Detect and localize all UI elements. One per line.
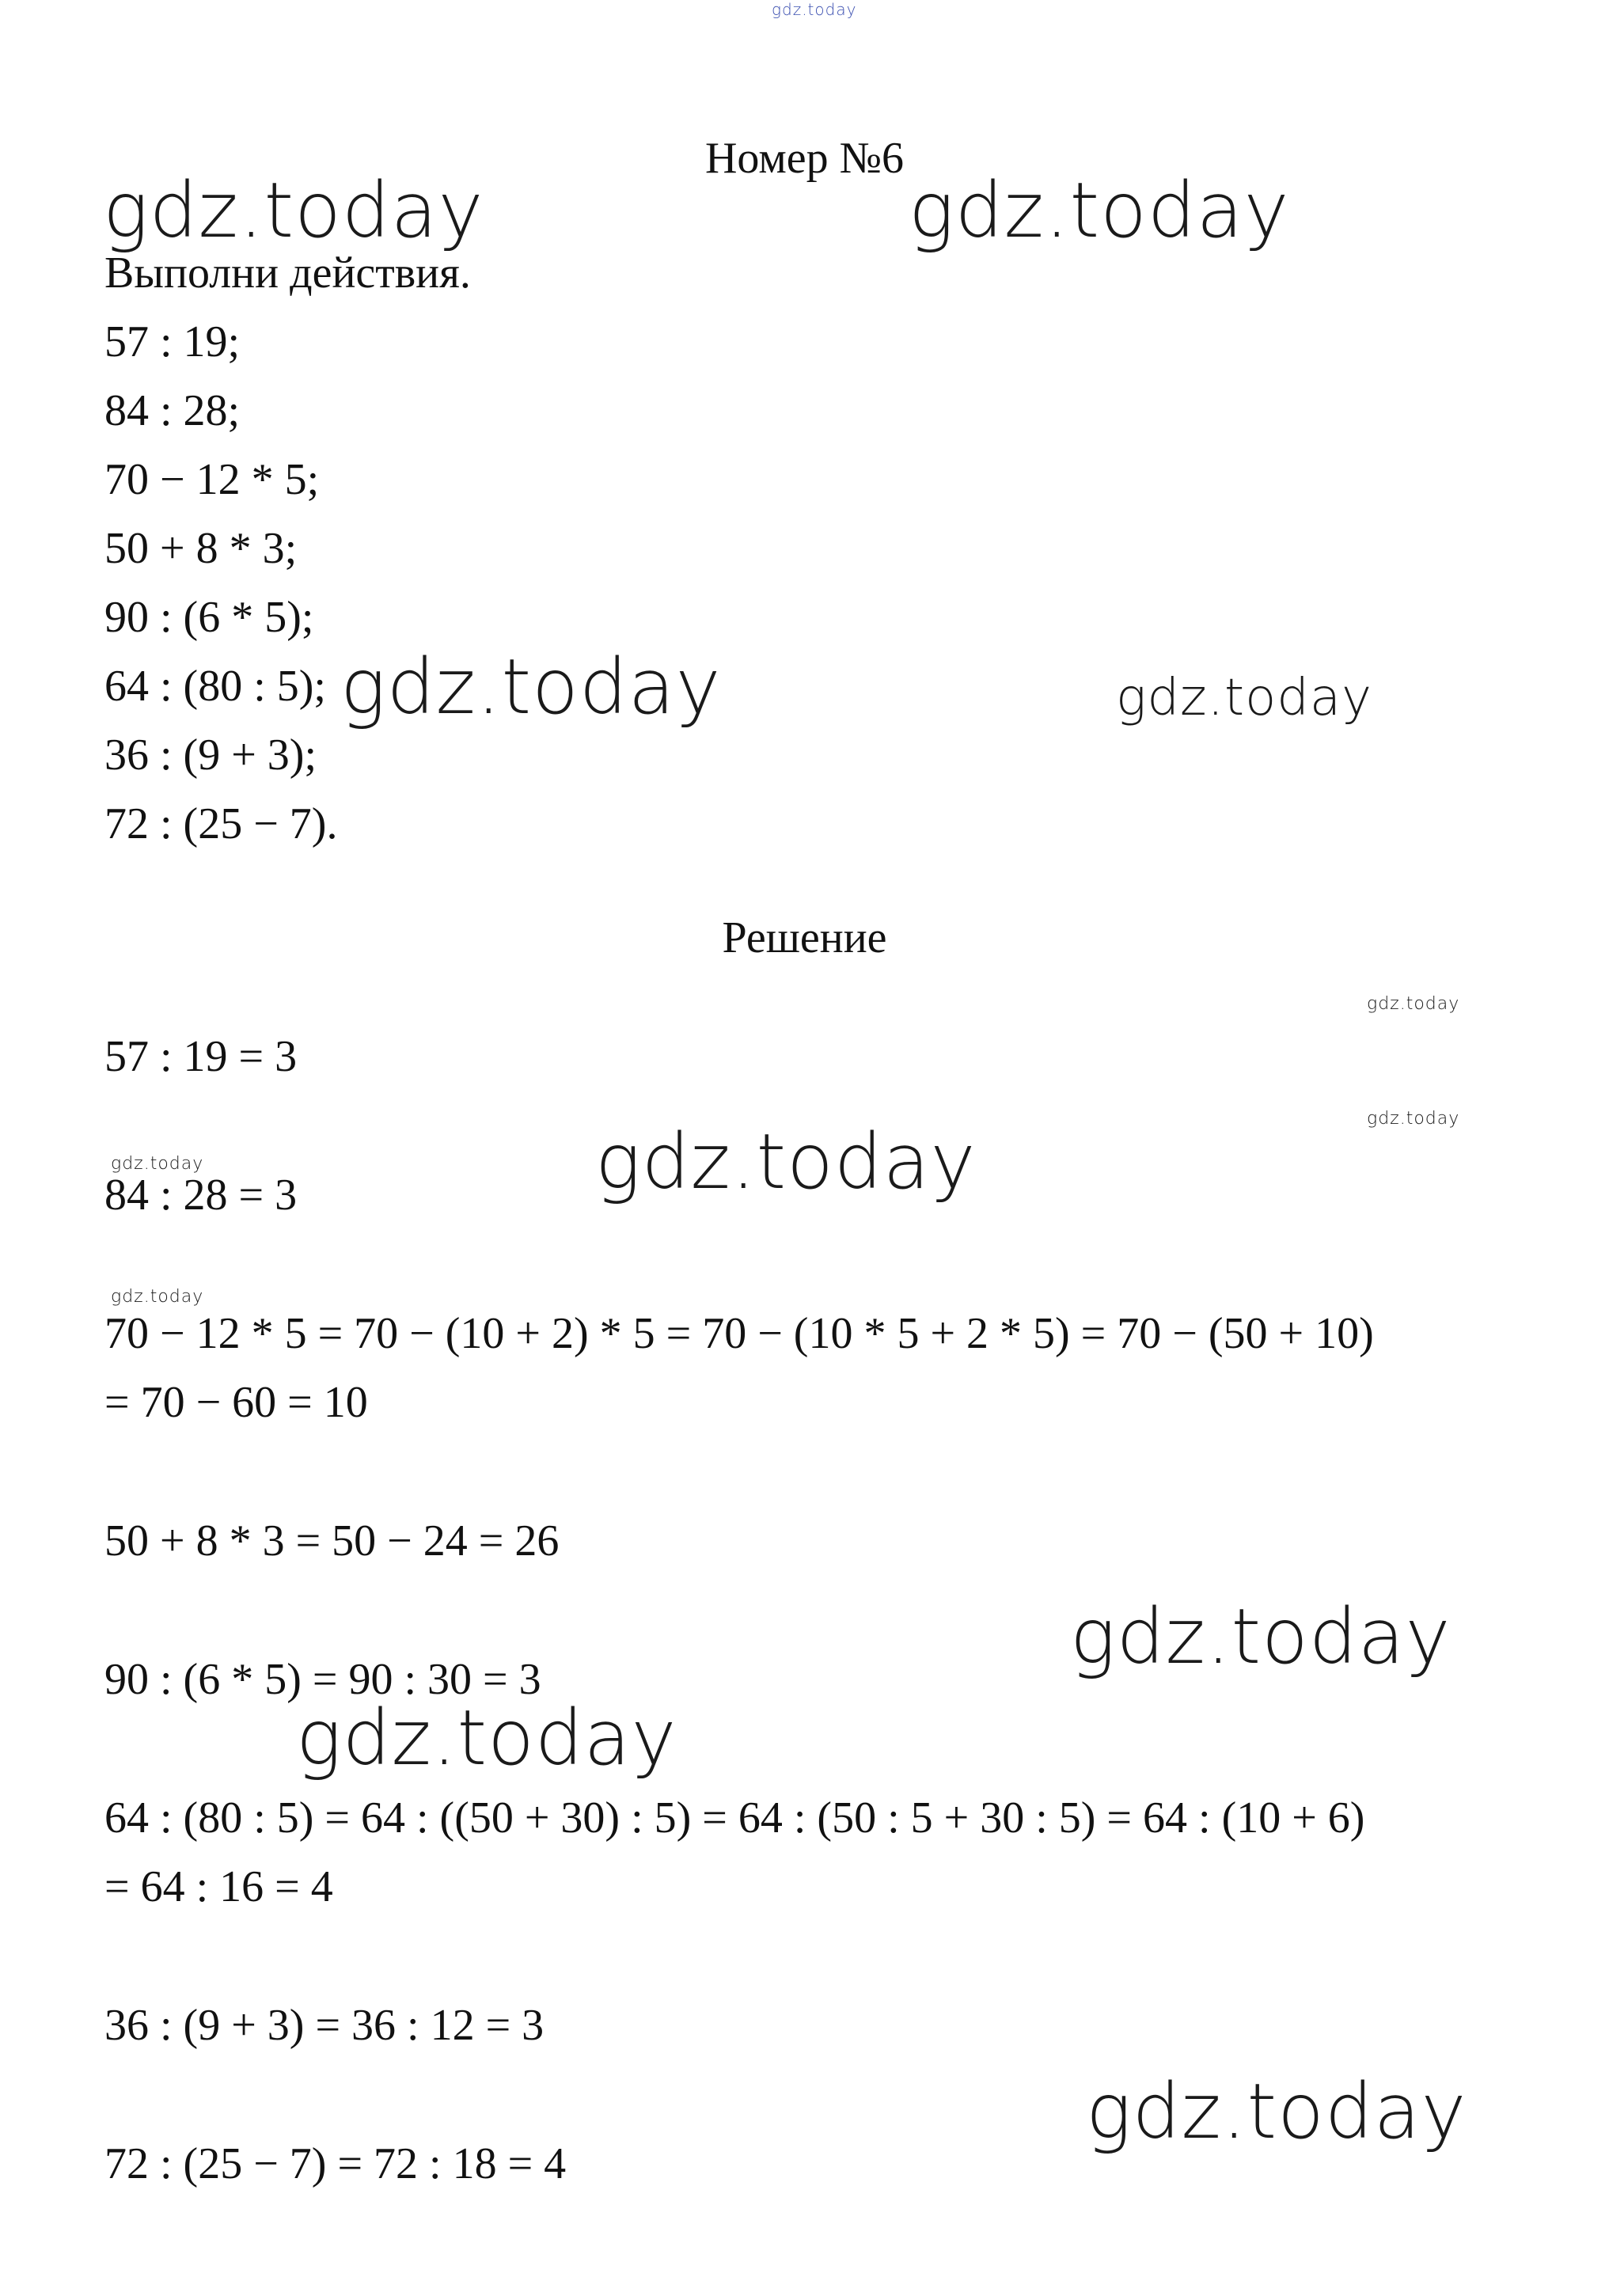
task-item: 57 : 19; (104, 317, 241, 366)
solution-line: 36 : (9 + 3) = 36 : 12 = 3 (104, 2001, 545, 2050)
task-item: 90 : (6 * 5); (104, 593, 314, 642)
task-item: 84 : 28; (104, 386, 241, 435)
watermark: gdz.today (1086, 2067, 1467, 2156)
watermark: gdz.today (1367, 994, 1460, 1014)
watermark: gdz.today (103, 166, 484, 255)
watermark: gdz.today (296, 1694, 677, 1782)
task-item: 64 : (80 : 5); (104, 662, 326, 711)
solution-line: = 64 : 16 = 4 (104, 1862, 333, 1911)
solution-line: 72 : (25 − 7) = 72 : 18 = 4 (104, 2139, 567, 2188)
solution-line: 64 : (80 : 5) = 64 : ((50 + 30) : 5) = 64 : (50 : 5 + 30 : 5) = 64 : (10 + 6) (104, 1793, 1365, 1842)
watermark: gdz.today (909, 166, 1290, 255)
solution-line: 90 : (6 * 5) = 90 : 30 = 3 (104, 1655, 541, 1704)
watermark: gdz.today (772, 0, 857, 19)
watermark: gdz.today (111, 1287, 204, 1307)
watermark: gdz.today (1367, 1109, 1460, 1129)
solution-line: 84 : 28 = 3 (104, 1171, 298, 1220)
solution-line: 50 + 8 * 3 = 50 − 24 = 26 (104, 1516, 560, 1565)
solution-heading: Решение (722, 913, 887, 962)
task-item: 36 : (9 + 3); (104, 731, 317, 780)
watermark: gdz.today (111, 1154, 204, 1174)
watermark: gdz.today (340, 643, 722, 731)
solution-line: 57 : 19 = 3 (104, 1032, 298, 1081)
task-item: 72 : (25 − 7). (104, 799, 338, 848)
solution-line: = 70 − 60 = 10 (104, 1378, 368, 1427)
watermark: gdz.today (1116, 669, 1372, 727)
task-item: 50 + 8 * 3; (104, 524, 298, 573)
task-label: Выполни действия. (104, 249, 471, 298)
page-title: Номер №6 (704, 134, 905, 183)
solution-line: 70 − 12 * 5 = 70 − (10 + 2) * 5 = 70 − (10 * 5 + 2 * 5) = 70 − (50 + 10) (104, 1309, 1374, 1358)
watermark: gdz.today (595, 1118, 977, 1206)
task-item: 70 − 12 * 5; (104, 455, 320, 504)
watermark: gdz.today (1070, 1592, 1452, 1681)
